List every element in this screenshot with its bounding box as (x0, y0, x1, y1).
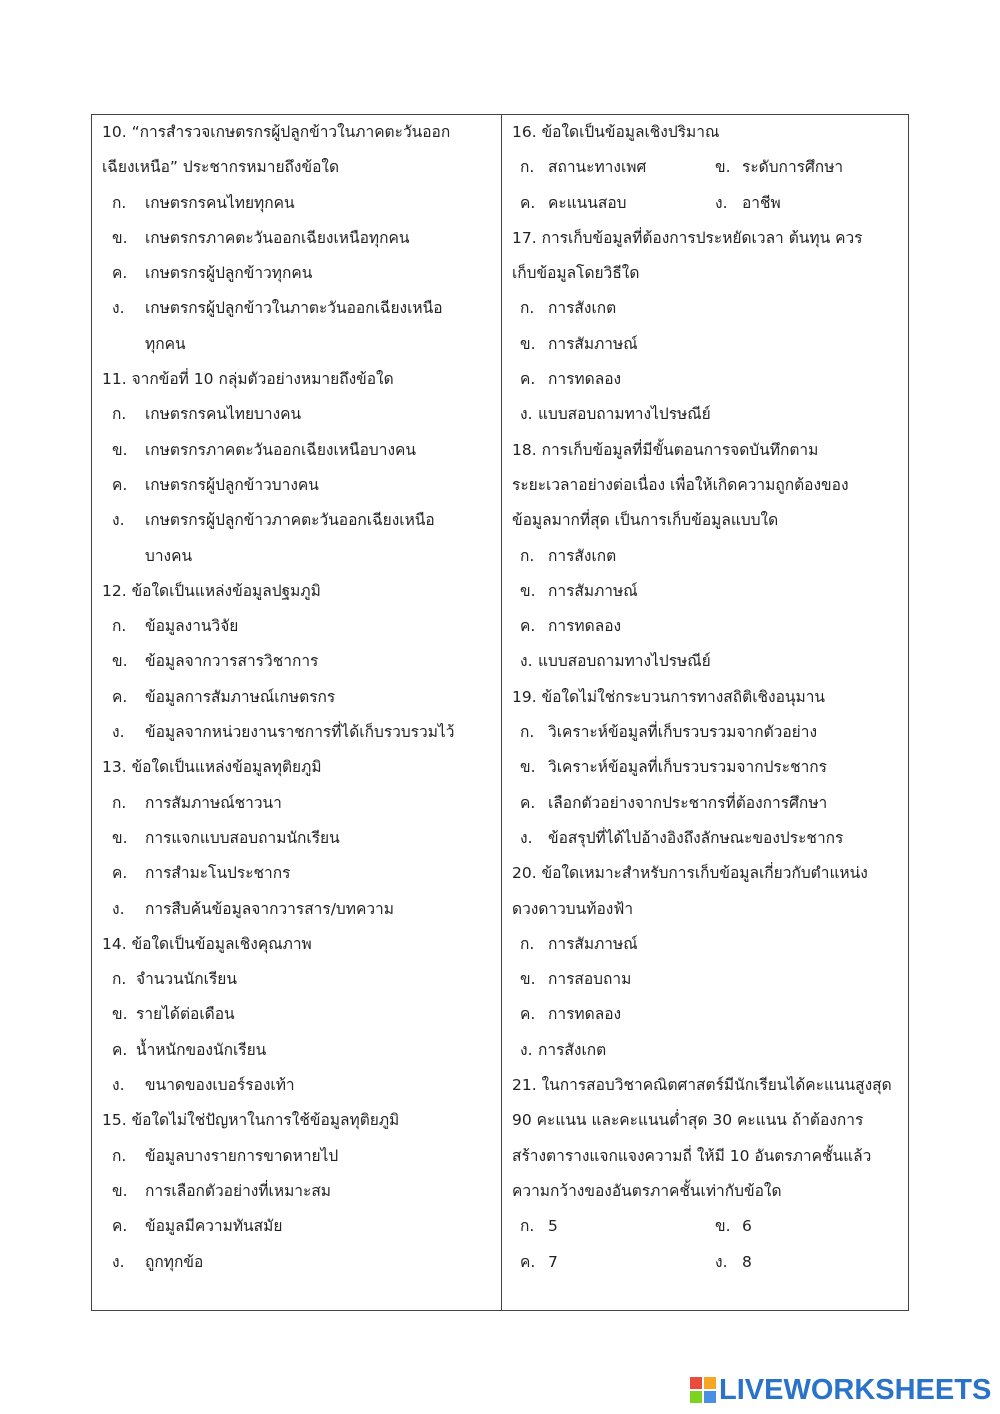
option-marker: ก. (520, 546, 535, 565)
option-item (92, 821, 500, 856)
option-item (502, 397, 908, 432)
option-label: เกษตรกรผู้ปลูกข้าวทุกคน (145, 264, 313, 283)
option-label: จำนวนนักเรียน (136, 970, 237, 989)
option-item (92, 503, 500, 538)
question-text-continued: เก็บข้อมูลโดยวิธีใด (512, 264, 640, 283)
option-marker: ค. (520, 793, 536, 812)
option-marker: ค. (112, 1040, 128, 1059)
option-item (92, 892, 500, 927)
question-text-continued: ดวงดาวบนท้องฟ้า (512, 899, 634, 918)
question-text: 12. ข้อใดเป็นแหล่งข้อมูลปฐมภูมิ (102, 581, 321, 600)
option-item (502, 574, 908, 609)
option-item (502, 750, 908, 785)
option-label: การทดลอง (548, 617, 622, 636)
option-marker: ค. (112, 475, 128, 494)
option-item (92, 1068, 500, 1103)
question-text: 14. ข้อใดเป็นข้อมูลเชิงคุณภาพ (102, 934, 312, 953)
option-item (502, 715, 908, 750)
question-text-continued: สร้างตารางแจกแจงความถี่ ให้มี 10 อันตรภาคชั้นแล้ว (512, 1146, 872, 1165)
option-marker: ข. (520, 970, 536, 989)
question-text: 21. ในการสอบวิชาคณิตศาสตร์มีนักเรียนได้คะแนนสูงสุด (512, 1076, 892, 1095)
option-item (502, 1033, 908, 1068)
option-item (92, 997, 500, 1032)
option-marker: ก. (112, 793, 127, 812)
option-item (502, 786, 908, 821)
option-label: รายได้ต่อเดือน (136, 1005, 235, 1024)
option-marker: ข. (112, 828, 128, 847)
option-label: การสังเกต (548, 546, 617, 565)
logo-text: LIVEWORKSHEETS (719, 1373, 992, 1406)
question-text: 11. จากข้อที่ 10 กลุ่มตัวอย่างหมายถึงข้อใด (102, 370, 394, 389)
option-label: การสำมะโนประชากร (145, 864, 291, 883)
option-marker: ก. (112, 193, 127, 212)
option-marker: ก. (112, 405, 127, 424)
question-text-continued: ระยะเวลาอย่างต่อเนื่อง เพื่อให้เกิดความถูกต้องของ (512, 475, 849, 494)
option-pair (502, 1245, 908, 1280)
option-label: การสอบถาม (548, 970, 632, 989)
option-marker: ค. (520, 193, 536, 212)
option-item (502, 609, 908, 644)
option-marker: ค. (520, 617, 536, 636)
option-label: คะแนนสอบ (548, 193, 627, 212)
question-text-continued: 90 คะแนน และคะแนนต่ำสุด 30 คะแนน ถ้าต้องการ (512, 1111, 864, 1130)
option-label: 8 (742, 1252, 752, 1271)
question-text: 19. ข้อใดไม่ใช่กระบวนการทางสถิติเชิงอนุมาน (512, 687, 826, 706)
option-marker: ค. (112, 864, 128, 883)
option-item (92, 1209, 500, 1244)
option-label: เกษตรกรผู้ปลูกข้าวในภาตะวันออกเฉียงเหนือ (145, 299, 443, 318)
option-text-continued (92, 327, 500, 362)
option-marker: ข. (520, 581, 536, 600)
option-marker: ค. (112, 687, 128, 706)
option-marker: ก. (520, 723, 535, 742)
option-label: การสัมภาษณ์ (548, 334, 638, 353)
option-item (92, 397, 500, 432)
question-text: 10. “การสำรวจเกษตรกรผู้ปลูกข้าวในภาคตะวันออก (102, 123, 451, 141)
option-marker: ก. (112, 1146, 127, 1165)
option-item (92, 1245, 500, 1280)
option-label: น้ำหนักของนักเรียน (136, 1040, 267, 1059)
option-marker: ก. (520, 1217, 535, 1236)
option-label: ทุกคน (145, 334, 186, 353)
option-label: การสัมภาษณ์ (548, 934, 638, 953)
option-marker: ค. (520, 1005, 536, 1024)
option-label: การสืบค้นข้อมูลจากวารสาร/บทความ (145, 899, 394, 918)
option-marker: ง. (112, 723, 125, 742)
option-item (502, 962, 908, 997)
option-label: แบบสอบถามทางไปรษณีย์ (538, 652, 711, 671)
option-label: เกษตรกรคนไทยทุกคน (145, 193, 295, 212)
option-marker: ก. (112, 617, 127, 636)
option-label: เกษตรกรภาคตะวันออกเฉียงเหนือบางคน (145, 440, 416, 459)
option-label: บางคน (145, 546, 193, 565)
option-pair (502, 1209, 908, 1244)
option-marker: ง. (715, 1252, 728, 1271)
option-item (502, 927, 908, 962)
question-text: 15. ข้อใดไม่ใช่ปัญหาในการใช้ข้อมูลทุติยภูมิ (102, 1111, 400, 1130)
option-item (92, 1174, 500, 1209)
option-item (92, 256, 500, 291)
option-pair (502, 150, 908, 185)
option-item (92, 1139, 500, 1174)
option-label: ขนาดของเบอร์รองเท้า (145, 1076, 295, 1095)
option-label: อาชีพ (742, 193, 781, 212)
option-item (92, 609, 500, 644)
option-label: แบบสอบถามทางไปรษณีย์ (538, 405, 711, 424)
option-item (92, 856, 500, 891)
option-label: การสัมภาษณ์ชาวนา (145, 793, 282, 812)
question-text: 17. การเก็บข้อมูลที่ต้องการประหยัดเวลา ต้นทุน ควร (512, 228, 863, 247)
question-text-continued: เฉียงเหนือ” ประชากรหมายถึงข้อใด (102, 158, 340, 177)
option-label: ข้อมูลจากหน่วยงานราชการที่ได้เก็บรวบรวมไว้ (145, 723, 455, 742)
option-label: การสังเกต (538, 1040, 607, 1059)
option-label: 5 (548, 1217, 558, 1236)
option-marker: ง. (520, 405, 533, 424)
question-text-continued: ข้อมูลมากที่สุด เป็นการเก็บข้อมูลแบบใด (512, 511, 779, 530)
option-item (92, 715, 500, 750)
option-label: ข้อสรุปที่ได้ไปอ้างอิงถึงลักษณะของประชากร (548, 828, 844, 847)
option-item (502, 291, 908, 326)
option-label: ข้อมูลมีความทันสมัย (145, 1217, 283, 1236)
option-item (502, 997, 908, 1032)
option-pair (502, 186, 908, 221)
option-item (92, 291, 500, 326)
option-marker: ข. (715, 1217, 731, 1236)
option-item (502, 327, 908, 362)
question-text: 16. ข้อใดเป็นข้อมูลเชิงปริมาณ (512, 123, 720, 141)
right-column (502, 115, 908, 1280)
option-item (92, 468, 500, 503)
option-marker: ค. (112, 1217, 128, 1236)
option-marker: ค. (520, 1252, 536, 1271)
option-marker: ง. (112, 1076, 125, 1095)
option-label: สถานะทางเพศ (548, 158, 647, 177)
question-text: 18. การเก็บข้อมูลที่มีขั้นตอนการจดบันทึกตาม (512, 440, 819, 459)
question-text-continued: ความกว้างของอันตรภาคชั้นเท่ากับข้อใด (512, 1181, 782, 1200)
option-marker: ค. (112, 264, 128, 283)
option-item (92, 786, 500, 821)
option-item (92, 186, 500, 221)
option-label: ข้อมูลการสัมภาษณ์เกษตรกร (145, 687, 336, 706)
option-label: เกษตรกรผู้ปลูกข้าวบางคน (145, 475, 319, 494)
option-marker: ง. (715, 193, 728, 212)
option-marker: ก. (520, 299, 535, 318)
option-marker: ง. (112, 1252, 125, 1271)
question-text: 13. ข้อใดเป็นแหล่งข้อมูลทุติยภูมิ (102, 758, 322, 777)
option-label: การสัมภาษณ์ (548, 581, 638, 600)
option-marker: ข. (112, 440, 128, 459)
option-item (92, 221, 500, 256)
option-marker: ข. (112, 1005, 128, 1024)
option-label: 7 (548, 1252, 558, 1271)
option-marker: ค. (520, 370, 536, 389)
option-marker: ข. (112, 652, 128, 671)
option-label: ระดับการศึกษา (742, 158, 844, 177)
left-column (92, 115, 500, 1280)
option-item (92, 433, 500, 468)
option-text-continued (92, 539, 500, 574)
option-marker: ข. (520, 334, 536, 353)
option-label: ข้อมูลบางรายการขาดหายไป (145, 1146, 339, 1165)
worksheet-table (91, 114, 909, 1311)
option-marker: ก. (112, 970, 127, 989)
option-marker: ก. (520, 158, 535, 177)
option-label: เกษตรกรคนไทยบางคน (145, 405, 302, 424)
liveworksheets-logo (690, 1374, 991, 1406)
option-item (92, 1033, 500, 1068)
option-label: วิเคราะห์ข้อมูลที่เก็บรวบรวมจากตัวอย่าง (548, 723, 818, 742)
option-label: ข้อมูลจากวารสารวิชาการ (145, 652, 319, 671)
logo-mark-icon (690, 1377, 716, 1403)
option-marker: ข. (520, 758, 536, 777)
option-marker: ง. (112, 899, 125, 918)
option-marker: ข. (112, 228, 128, 247)
option-item (92, 644, 500, 679)
option-marker: ง. (520, 1040, 533, 1059)
option-marker: ง. (520, 652, 533, 671)
option-marker: ง. (112, 511, 125, 530)
option-label: การสังเกต (548, 299, 617, 318)
option-item (502, 644, 908, 679)
option-item (92, 680, 500, 715)
option-label: เกษตรกรภาคตะวันออกเฉียงเหนือทุกคน (145, 228, 410, 247)
option-item (92, 962, 500, 997)
option-marker: ข. (112, 1181, 128, 1200)
option-label: เกษตรกรผู้ปลูกข้าวภาคตะวันออกเฉียงเหนือ (145, 511, 435, 530)
option-label: ข้อมูลงานวิจัย (145, 617, 239, 636)
option-item (502, 539, 908, 574)
option-label: วิเคราะห์ข้อมูลที่เก็บรวบรวมจากประชากร (548, 758, 828, 777)
option-marker: ก. (520, 934, 535, 953)
option-label: การแจกแบบสอบถามนักเรียน (145, 828, 340, 847)
option-marker: ง. (520, 828, 533, 847)
option-label: เลือกตัวอย่างจากประชากรที่ต้องการศึกษา (548, 793, 828, 812)
option-label: ถูกทุกข้อ (145, 1252, 204, 1271)
option-item (502, 362, 908, 397)
option-label: การทดลอง (548, 370, 622, 389)
option-marker: ง. (112, 299, 125, 318)
option-label: การเลือกตัวอย่างที่เหมาะสม (145, 1181, 331, 1200)
option-label: 6 (742, 1217, 752, 1236)
option-label: การทดลอง (548, 1005, 622, 1024)
option-marker: ข. (715, 158, 731, 177)
question-text: 20. ข้อใดเหมาะสำหรับการเก็บข้อมูลเกี่ยวกับตำแหน่ง (512, 864, 868, 883)
option-item (502, 821, 908, 856)
